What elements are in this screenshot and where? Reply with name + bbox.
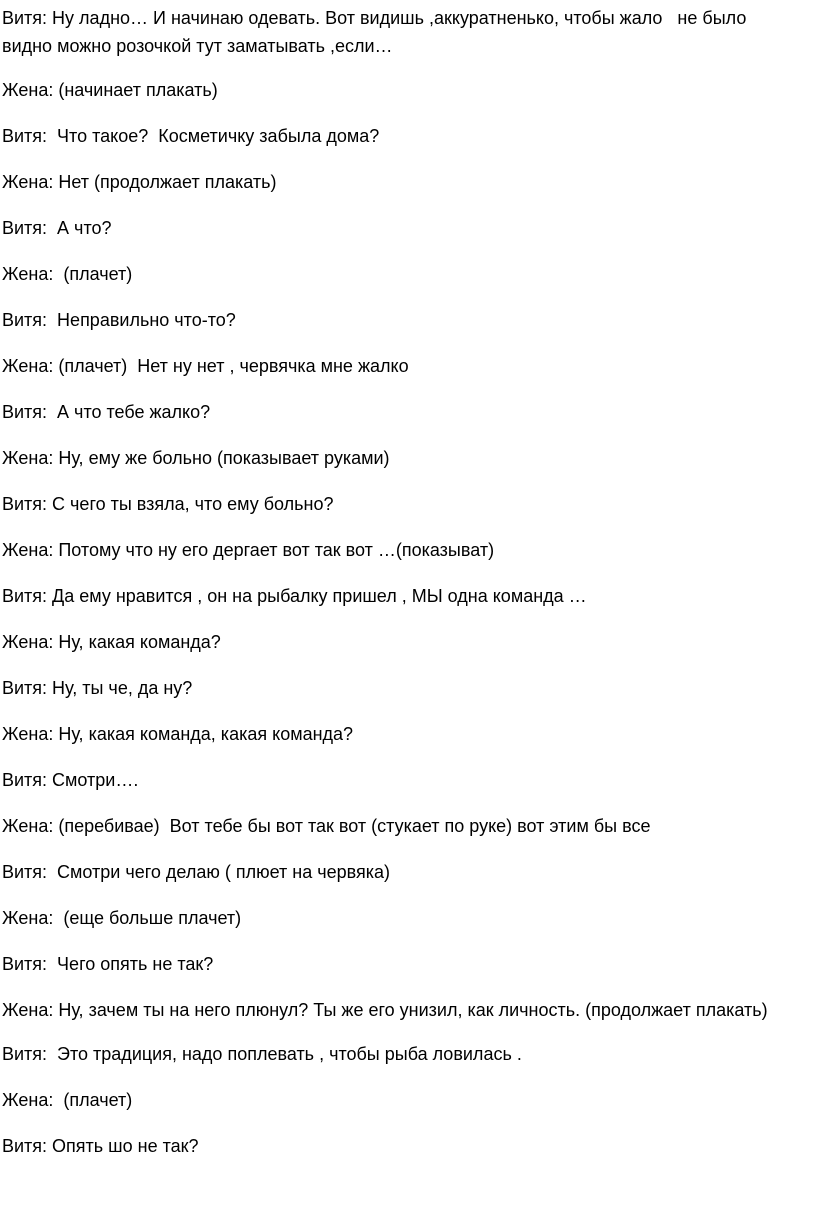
- dialogue-line-1: Витя: Ну ладно… И начинаю одевать. Вот видишь ,аккуратненько, чтобы жало не было видно можно розочкой тут заматывать ,если…: [2, 8, 752, 56]
- dialogue-line-21: Витя: Чего опять не так?: [2, 954, 214, 974]
- dialogue-line-15: Витя: Ну, ты че, да ну?: [2, 678, 193, 698]
- dialogue-line-16: Жена: Ну, какая команда, какая команда?: [2, 724, 354, 744]
- dialogue-line-5: Витя: А что?: [2, 218, 112, 238]
- dialogue-line-6: Жена: (плачет): [2, 264, 133, 284]
- dialogue-line-20: Жена: (еще больше плачет): [2, 908, 242, 928]
- dialogue-line-19: Витя: Смотри чего делаю ( плюет на червяка): [2, 862, 390, 882]
- dialogue-line-22: Жена: Ну, зачем ты на него плюнул? Ты же его унизил, как личность. (продолжает плакать): [2, 1000, 768, 1020]
- dialogue-line-10: Жена: Ну, ему же больно (показывает руками): [2, 448, 390, 468]
- dialogue-line-24: Жена: (плачет): [2, 1090, 133, 1110]
- dialogue-line-25: Витя: Опять шо не так?: [2, 1136, 199, 1156]
- dialogue-line-4: Жена: Нет (продолжает плакать): [2, 172, 277, 192]
- dialogue-line-3: Витя: Что такое? Косметичку забыла дома?: [2, 126, 380, 146]
- dialogue-line-9: Витя: А что тебе жалко?: [2, 402, 211, 422]
- dialogue-line-18: Жена: (перебивае) Вот тебе бы вот так вот (стукает по руке) вот этим бы все: [2, 816, 651, 836]
- dialogue-line-14: Жена: Ну, какая команда?: [2, 632, 221, 652]
- dialogue-line-23: Витя: Это традиция, надо поплевать , чтобы рыба ловилась .: [2, 1044, 522, 1064]
- dialogue-line-7: Витя: Неправильно что-то?: [2, 310, 236, 330]
- dialogue-line-2: Жена: (начинает плакать): [2, 80, 218, 100]
- dialogue-line-13: Витя: Да ему нравится , он на рыбалку пришел , МЫ одна команда …: [2, 586, 587, 606]
- dialogue-line-17: Витя: Смотри….: [2, 770, 139, 790]
- dialogue-line-11: Витя: С чего ты взяла, что ему больно?: [2, 494, 334, 514]
- dialogue-line-12: Жена: Потому что ну его дергает вот так вот …(показыват): [2, 540, 495, 560]
- dialogue-line-8: Жена: (плачет) Нет ну нет , червячка мне жалко: [2, 356, 409, 376]
